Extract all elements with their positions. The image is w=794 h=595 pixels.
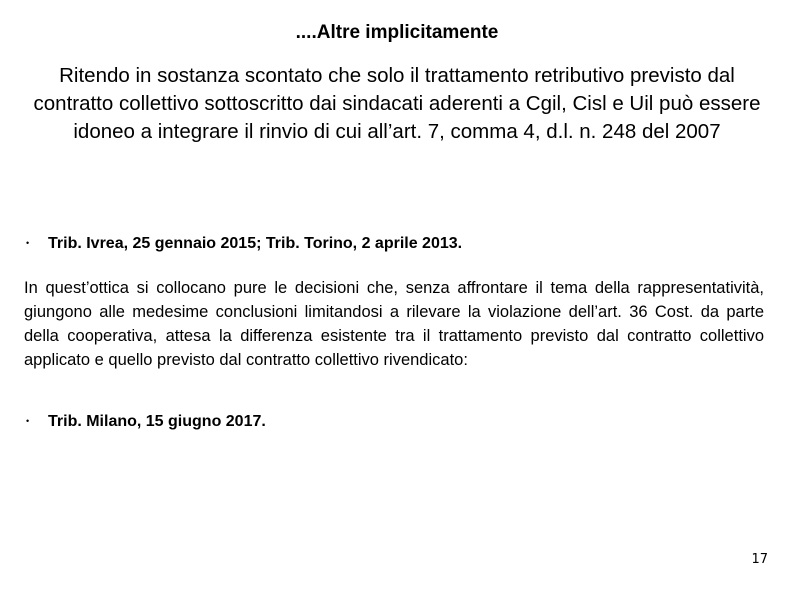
bullet-icon: • [26,238,30,248]
page-number: 17 [751,552,768,567]
citation-bullet [26,413,266,431]
citation-text: Trib. Ivrea, 25 gennaio 2015; Trib. Torino, 2 aprile 2013. [48,235,463,252]
body-paragraph: In quest’ottica si collocano pure le decisioni che, senza affrontare il tema della rappresentatività, giungono alle medesime conclusioni limitandosi a rilevare la violazione dell’art. 36 Cost. da parte della cooperativa, attesa la differenza esistente tra il trattamento previsto dal contratto collettivo applicato e quello previsto dal contratto collettivo rivendicato: [24,279,764,369]
citation-text: Trib. Milano, 15 giugno 2017. [48,413,266,430]
citation-bullet [26,235,462,253]
quote-text: Ritendo in sostanza scontato che solo il trattamento retributivo previsto dal contratto collettivo sottoscritto dai sindacati aderenti a Cgil, Cisl e Uil può essere idoneo a integrare il rinvio di cui all’art. 7, comma 4, d.l. n. 248 del 2007 [33,64,761,143]
slide-title: ....Altre implicitamente [295,22,499,43]
bullet-icon: • [26,416,30,426]
